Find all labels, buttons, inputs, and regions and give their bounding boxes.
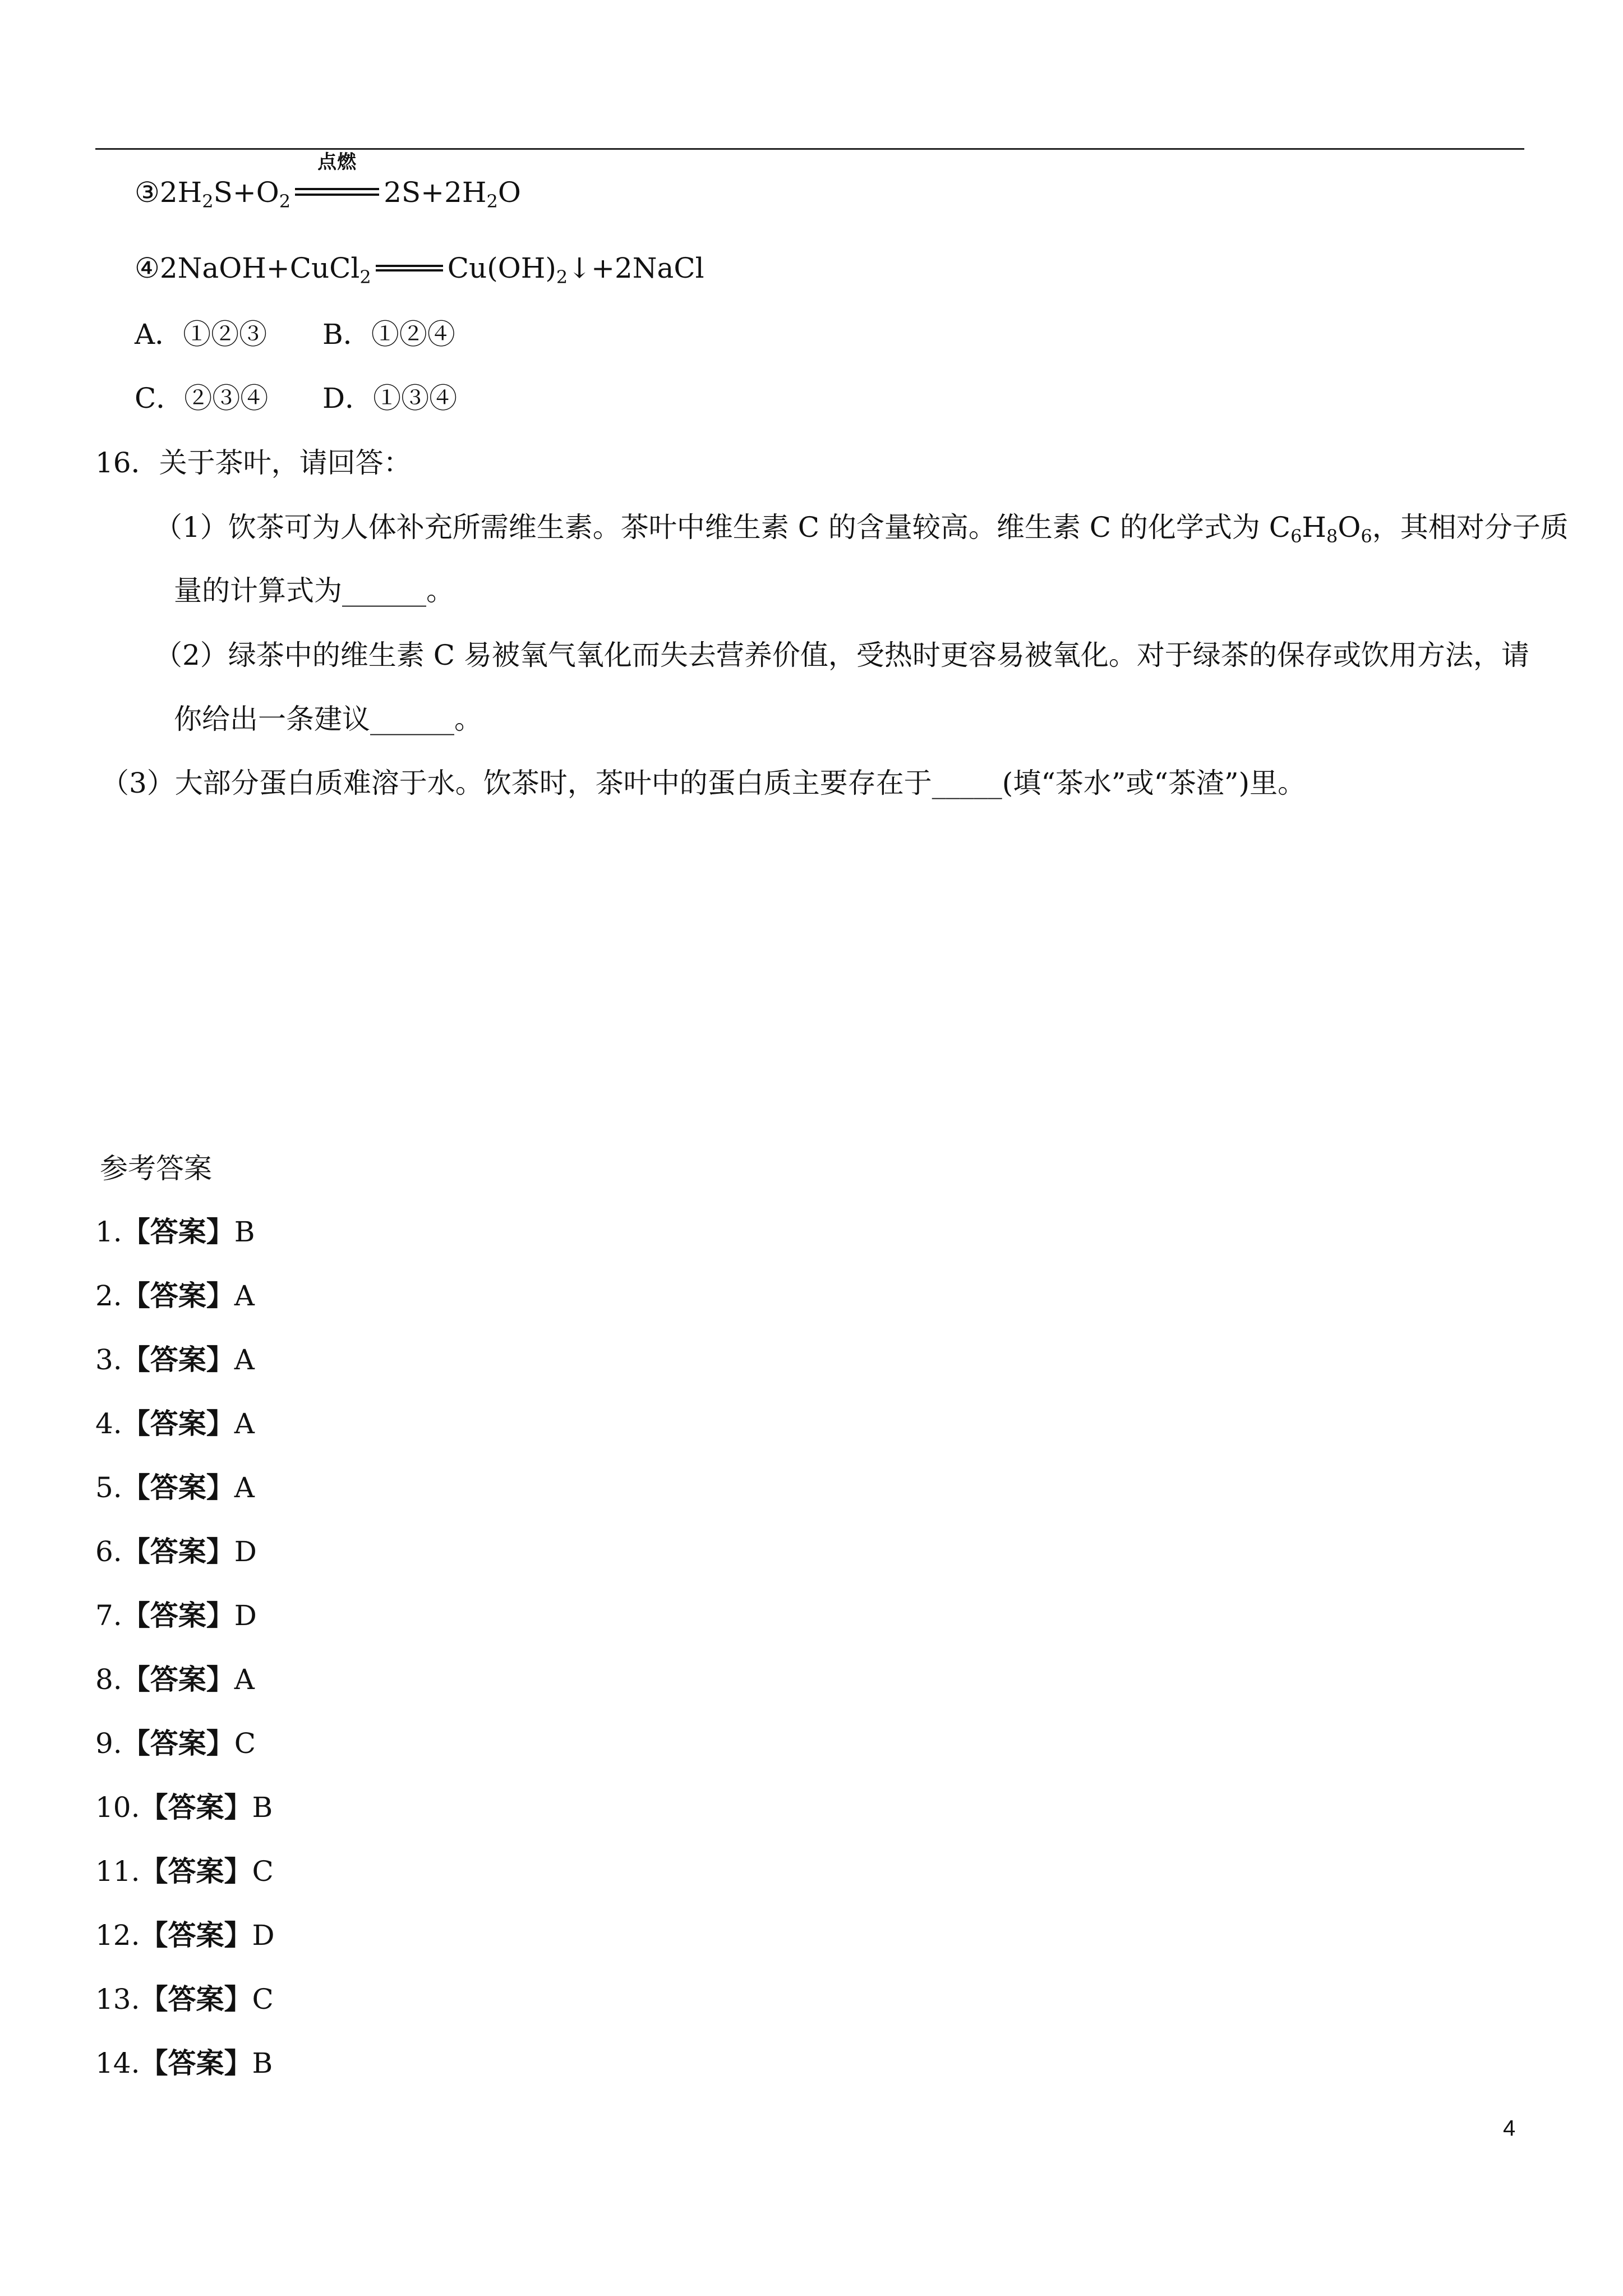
equation-lhs-part: S+O (213, 176, 279, 209)
answer-value: B (234, 1216, 255, 1248)
option-d: D．①③④ (322, 382, 458, 415)
answers-title: 参考答案 (100, 1152, 212, 1185)
answer-label: 【答案】 (122, 1215, 234, 1248)
equation-3 (135, 151, 521, 212)
answer-number: 13. (95, 1983, 140, 2016)
answer-value: C (252, 1855, 274, 1888)
answer-label: 【答案】 (122, 1471, 234, 1504)
question-16-part-1-line-2: 量的计算式为______。 (174, 574, 454, 607)
answer-item (95, 1215, 255, 1249)
answer-item (95, 1471, 255, 1504)
answer-item (95, 1279, 255, 1313)
answer-item (95, 1982, 274, 2016)
question-16-part-2: （2）绿茶中的维生素 C 易被氧气氧化而失去营养价值，受热时更容易被氧化。对于绿茶的保存或饮用方法，请 (154, 639, 1529, 671)
header-rule (95, 148, 1524, 150)
answer-value: D (234, 1535, 257, 1568)
answer-value: D (252, 1919, 275, 1952)
answer-item (95, 1599, 257, 1632)
equation-rhs-part: Cu(OH) (447, 252, 556, 284)
answer-value: A (234, 1663, 255, 1696)
question-16-part-2-line-2: 你给出一条建议______。 (174, 703, 482, 735)
answer-item (95, 1535, 257, 1568)
answer-label: 【答案】 (122, 1727, 234, 1760)
answer-number: 8. (95, 1663, 122, 1696)
equation-rhs-part: O (497, 176, 521, 209)
answer-number: 5. (95, 1471, 122, 1504)
question-16-part-1: （1）饮茶可为人体补充所需维生素。茶叶中维生素 C 的含量较高。维生素 C 的化学式为 $C_6H_8O_6$，其相对分子质 (154, 511, 1569, 547)
answer-number: 1. (95, 1216, 122, 1248)
equation-rhs-part: 2S+2H (384, 176, 487, 209)
answer-number: 4. (95, 1407, 122, 1440)
answer-label: 【答案】 (122, 1535, 234, 1568)
reaction-equals-sign (295, 151, 379, 209)
answer-number: 7. (95, 1599, 122, 1632)
answer-label: 【答案】 (122, 1599, 234, 1632)
answer-label: 【答案】 (140, 1982, 252, 2016)
option-a: A．①②③ (135, 318, 268, 351)
answer-item (95, 1727, 256, 1760)
answer-label: 【答案】 (122, 1279, 234, 1312)
option-b: B．①②④ (322, 318, 455, 351)
subscript: 2 (486, 191, 498, 212)
answer-number: 14. (95, 2047, 140, 2079)
subscript: 2 (279, 191, 291, 212)
answer-label: 【答案】 (140, 1855, 252, 1888)
answer-value: B (252, 1791, 273, 1824)
answer-value: A (234, 1407, 255, 1440)
subscript: 2 (202, 191, 214, 212)
answer-number: 12. (95, 1919, 140, 1952)
answer-value: C (234, 1727, 256, 1760)
answer-value: A (234, 1280, 255, 1312)
answer-label: 【答案】 (140, 2046, 252, 2079)
answer-value: C (252, 1983, 274, 2016)
equation-lhs-part: 2NaOH+CuCl (159, 252, 360, 284)
answer-label: 【答案】 (122, 1663, 234, 1696)
subscript: 2 (556, 266, 568, 288)
answer-label: 【答案】 (140, 1918, 252, 1952)
question-16-part-3: （3）大部分蛋白质难溶于水。饮茶时，茶叶中的蛋白质主要存在于_____(填“茶水”或“茶渣”)里。 (101, 767, 1306, 799)
subscript: 2 (359, 266, 371, 288)
answer-number: 3. (95, 1343, 122, 1376)
reaction-equals-sign (376, 251, 443, 285)
equation-lhs-part: 2H (159, 176, 202, 209)
answer-label: 【答案】 (140, 1791, 252, 1824)
answer-number: 10. (95, 1791, 140, 1824)
answer-number: 6. (95, 1535, 122, 1568)
answer-value: B (252, 2047, 273, 2079)
page-number: 4 (1503, 2116, 1516, 2141)
answer-item (95, 1855, 274, 1888)
answer-item (95, 1663, 255, 1696)
answer-label: 【答案】 (122, 1407, 234, 1440)
answer-value: A (234, 1471, 255, 1504)
answer-item (95, 1343, 255, 1377)
answer-label: 【答案】 (122, 1343, 234, 1376)
equation-marker: ③ (135, 176, 160, 209)
answer-number: 9. (95, 1727, 122, 1760)
reaction-condition: 点燃 (317, 151, 357, 173)
equation-rhs-part: ↓+2NaCl (568, 252, 704, 284)
answer-item (95, 1791, 273, 1824)
answer-item (95, 1918, 275, 1952)
equation-marker: ④ (135, 252, 160, 284)
answer-item (95, 2046, 273, 2080)
question-16-stem: 16．关于茶叶，请回答： (95, 447, 412, 479)
answer-number: 11. (95, 1855, 140, 1888)
option-c: C．②③④ (135, 382, 269, 415)
answer-value: D (234, 1599, 257, 1632)
equation-4 (135, 251, 704, 288)
answer-number: 2. (95, 1280, 122, 1312)
answer-item (95, 1407, 255, 1441)
answer-value: A (234, 1343, 255, 1376)
